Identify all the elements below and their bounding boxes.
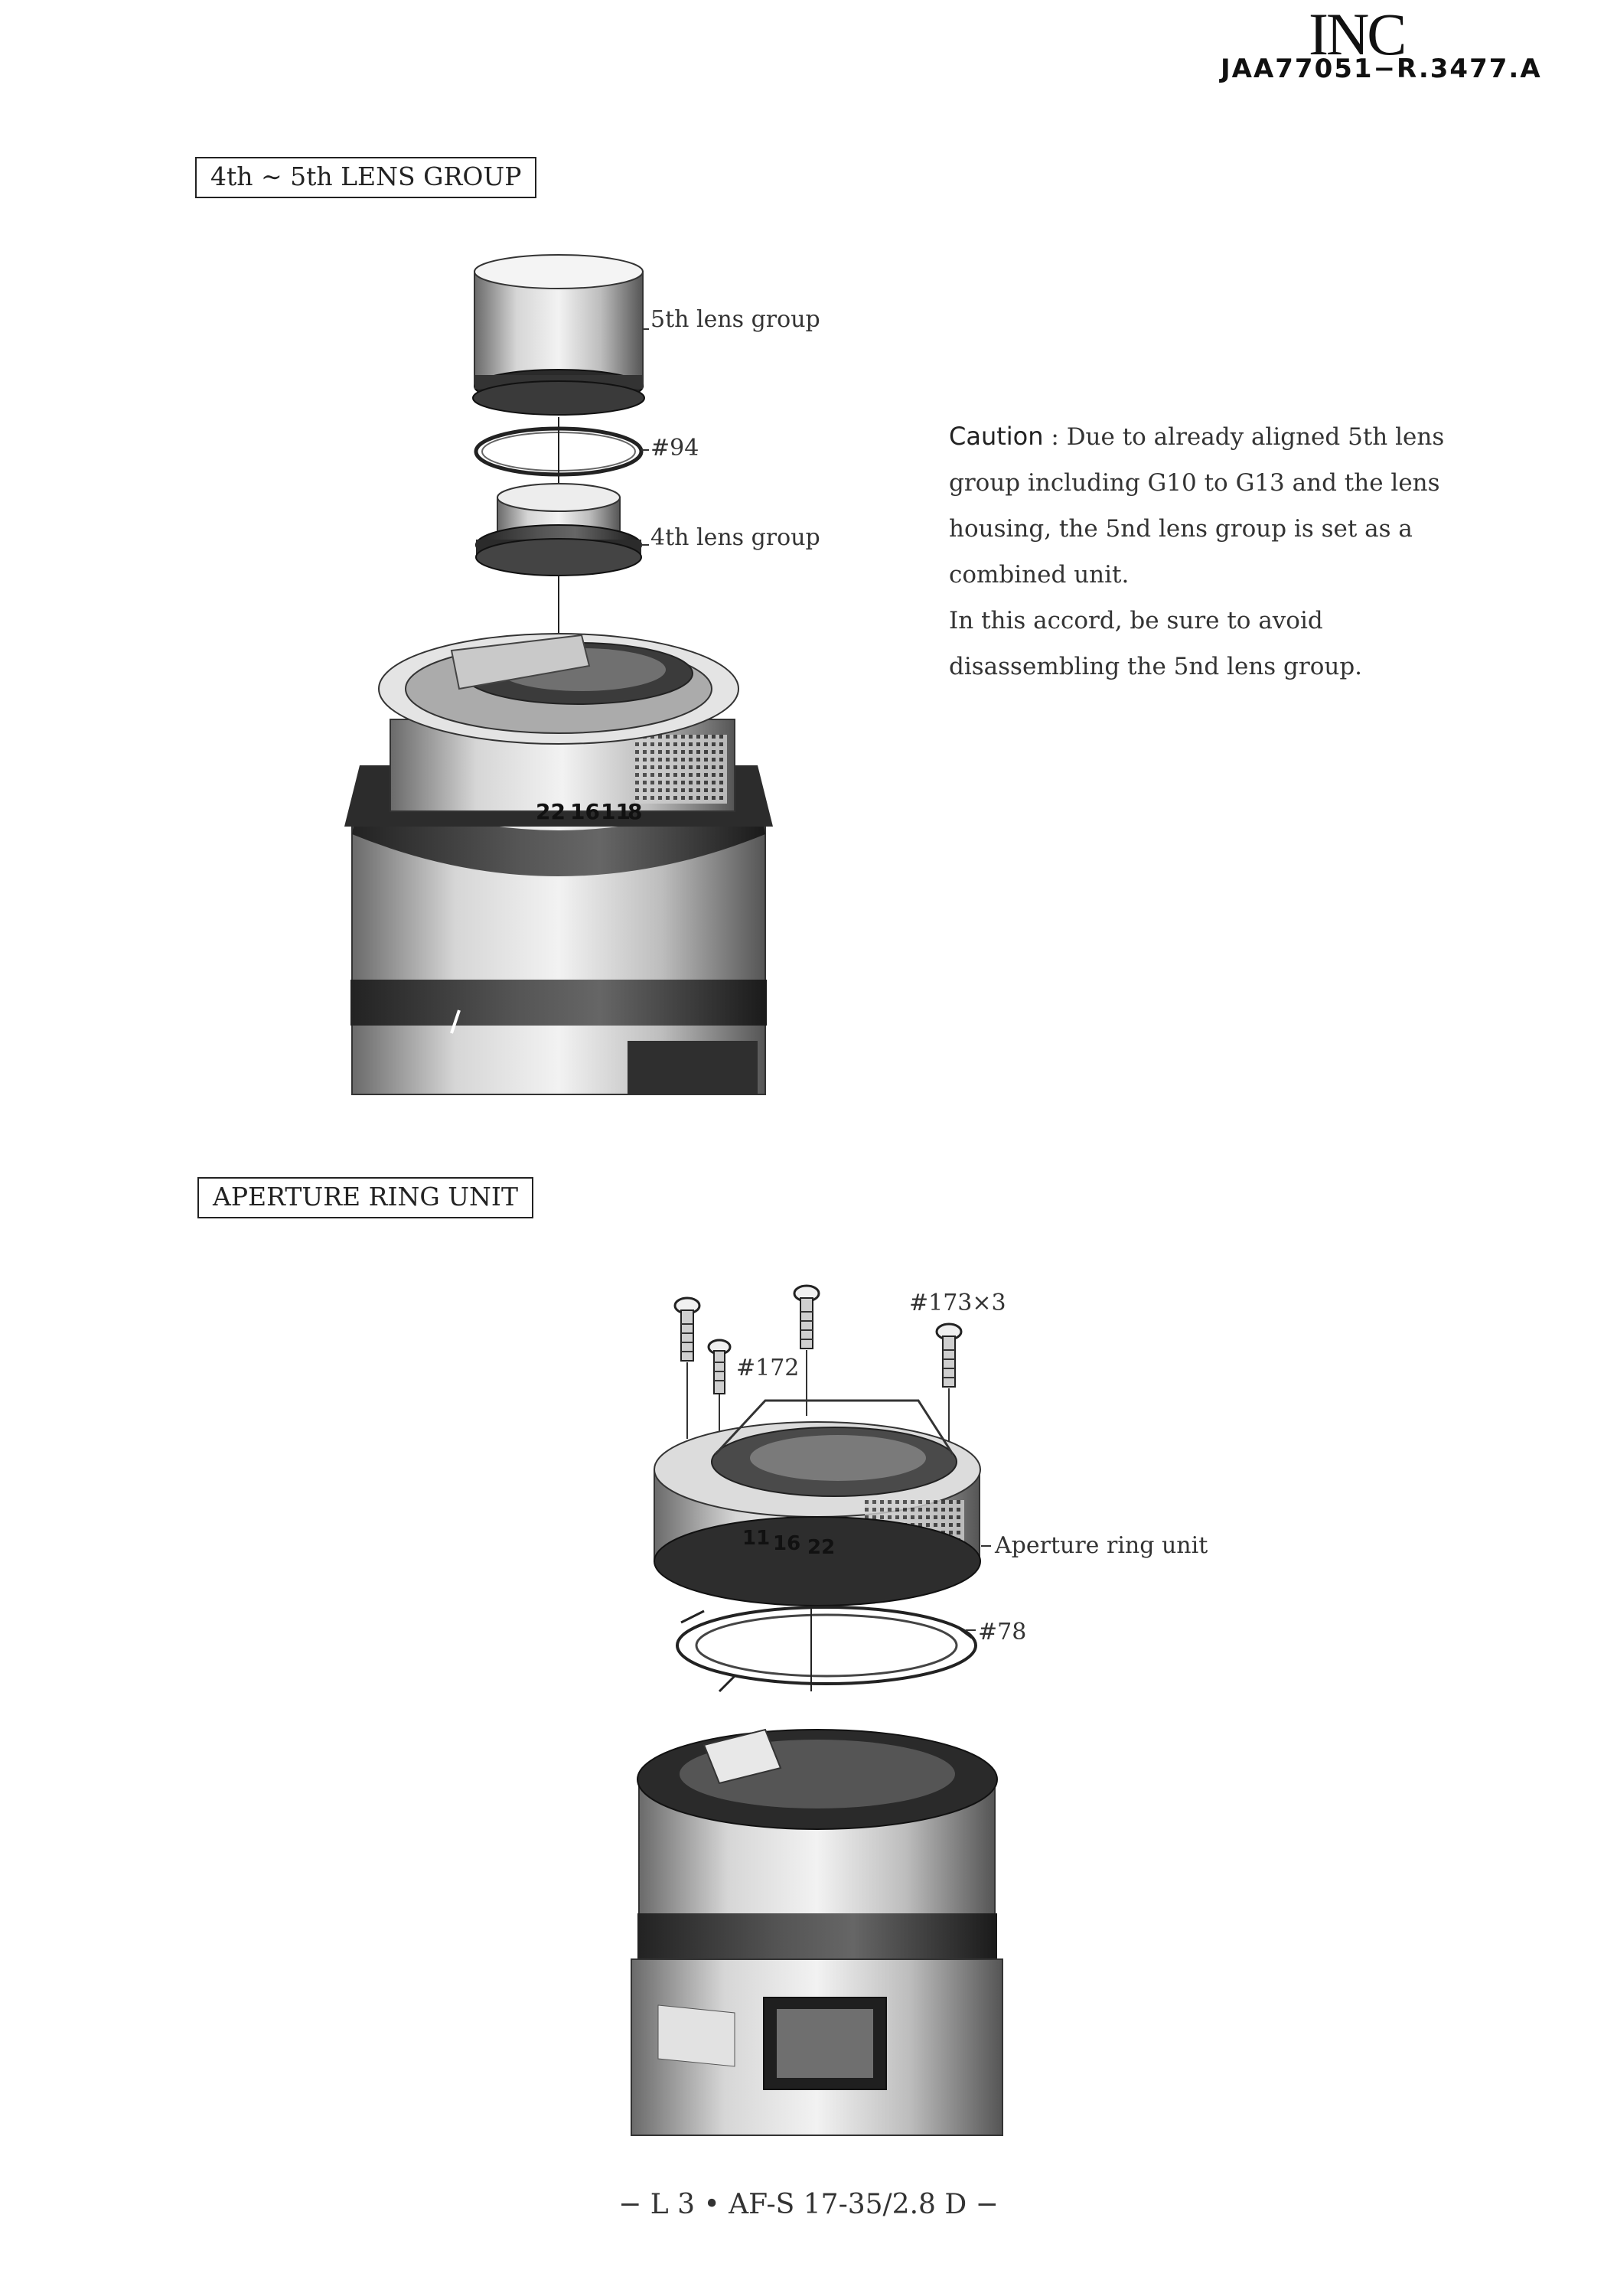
aperture-ring-unit-part xyxy=(654,1401,991,1606)
ring-scale-22: 22 xyxy=(807,1536,836,1559)
label-aperture-ring-unit: Aperture ring unit xyxy=(995,1532,1208,1559)
label-screw-172: #172 xyxy=(736,1355,800,1381)
inc-stamp: INC xyxy=(1309,1,1405,67)
caution-label: Caution xyxy=(949,422,1044,451)
ring-scale-16: 16 xyxy=(773,1532,801,1555)
ring-scale-11: 11 xyxy=(742,1527,771,1550)
label-part-94: #94 xyxy=(650,435,699,461)
lens-body-upper xyxy=(344,634,773,1094)
caution-note xyxy=(949,413,1546,690)
document-reference: JAA77051−R.3477.A xyxy=(1221,54,1542,84)
ring-94-part xyxy=(476,417,641,490)
aperture-scale-8: 8 xyxy=(628,799,643,824)
label-screw-173: #173×3 xyxy=(909,1290,1006,1316)
caution-line-1: Caution : Due to already aligned 5th lens xyxy=(949,422,1445,451)
section-title-lens-group: 4th ∼ 5th LENS GROUP xyxy=(195,157,536,198)
lens-body-lower xyxy=(631,1730,1002,2135)
caution-line-4: combined unit. xyxy=(949,561,1130,589)
label-fourth-lens-group: 4th lens group xyxy=(650,524,820,551)
caution-line-2: group including G10 to G13 and the lens xyxy=(949,469,1440,497)
caution-line-5: In this accord, be sure to avoid xyxy=(949,607,1323,634)
aperture-scale-11: 11 xyxy=(601,799,631,824)
label-fifth-lens-group: 5th lens group xyxy=(650,306,820,333)
caution-line-3: housing, the 5nd lens group is set as a xyxy=(949,515,1413,543)
page-footer: − L 3 • AF-S 17-35/2.8 D − xyxy=(618,2189,999,2220)
aperture-scale-22: 22 xyxy=(536,799,566,824)
mount-plate-78-part xyxy=(677,1607,976,1691)
fifth-lens-group-part xyxy=(473,255,644,415)
caution-line-6: disassembling the 5nd lens group. xyxy=(949,653,1363,680)
aperture-scale-16: 16 xyxy=(570,799,600,824)
label-part-78: #78 xyxy=(978,1619,1027,1645)
section-title-aperture-ring-unit: APERTURE RING UNIT xyxy=(197,1177,533,1218)
